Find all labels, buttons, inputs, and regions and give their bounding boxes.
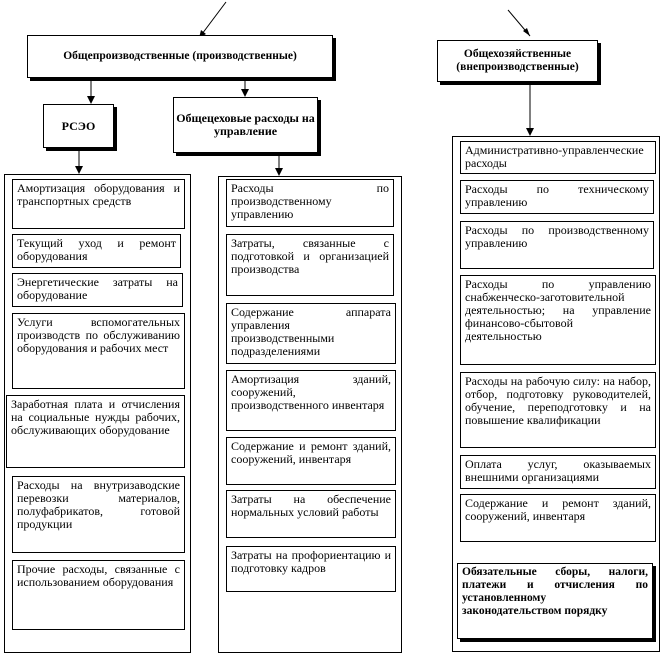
general-item: Административно-управленческие расходы xyxy=(460,141,656,174)
rseo-item: Услуги вспомогательных производств по обслуживанию оборудования и рабочих мест xyxy=(12,313,185,389)
general-item: Оплата услуг, оказываемых внешними организациями xyxy=(460,455,656,489)
rseo-item: Амортизация оборудования и транспортных средств xyxy=(12,179,185,229)
shop-item: Затраты на профориентацию и подготовку кадров xyxy=(226,546,396,592)
shop-item: Затраты, связанные с подготовкой и организацией производства xyxy=(226,234,394,296)
rseo-item: Расходы на внутризаводские перевозки материалов, полуфабрикатов, готовой продукции xyxy=(12,476,185,553)
header-shop: Общецеховые расходы на управление xyxy=(173,97,318,153)
shop-item: Содержание аппарата управления производственными подразделениями xyxy=(226,303,396,364)
shop-item: Расходы по производственному управлению xyxy=(226,179,394,227)
rseo-item: Текущий уход и ремонт оборудования xyxy=(12,234,181,268)
header-rseo: РСЭО xyxy=(43,104,114,148)
header-production: Общепроизводственные (производственные) xyxy=(27,35,333,78)
header-general: Общехозяйственные (внепроизводственные) xyxy=(437,40,598,82)
rseo-item: Заработная плата и отчисления на социальные нужды рабочих, обслуживающих оборудование xyxy=(6,395,185,468)
shop-item: Затраты на обеспечение нормальных условий работы xyxy=(226,490,396,538)
general-item: Расходы по управлению снабженческо-заготовительной деятельностью; на управление финансово-сбытовой деятельностью xyxy=(460,275,656,365)
general-item: Содержание и ремонт зданий, сооружений, инвентаря xyxy=(460,494,656,542)
shop-item: Амортизация зданий, сооружений, производственного инвентаря xyxy=(226,370,396,431)
general-item: Расходы на рабочую силу: на набор, отбор, подготовку руководителей, обучение, переподготовку и на повышение квалификации xyxy=(460,372,656,448)
general-item-taxes: Обязательные сборы, налоги, платежи и отчисления по установленному законодательством порядку xyxy=(457,563,653,639)
rseo-item: Прочие расходы, связанные с использованием оборудования xyxy=(12,560,185,630)
general-item: Расходы по техническому управлению xyxy=(460,180,654,214)
general-item: Расходы по производственному управлению xyxy=(460,221,654,269)
shop-item: Содержание и ремонт зданий, сооружений, инвентаря xyxy=(226,437,396,485)
rseo-item: Энергетические затраты на оборудование xyxy=(12,273,183,307)
